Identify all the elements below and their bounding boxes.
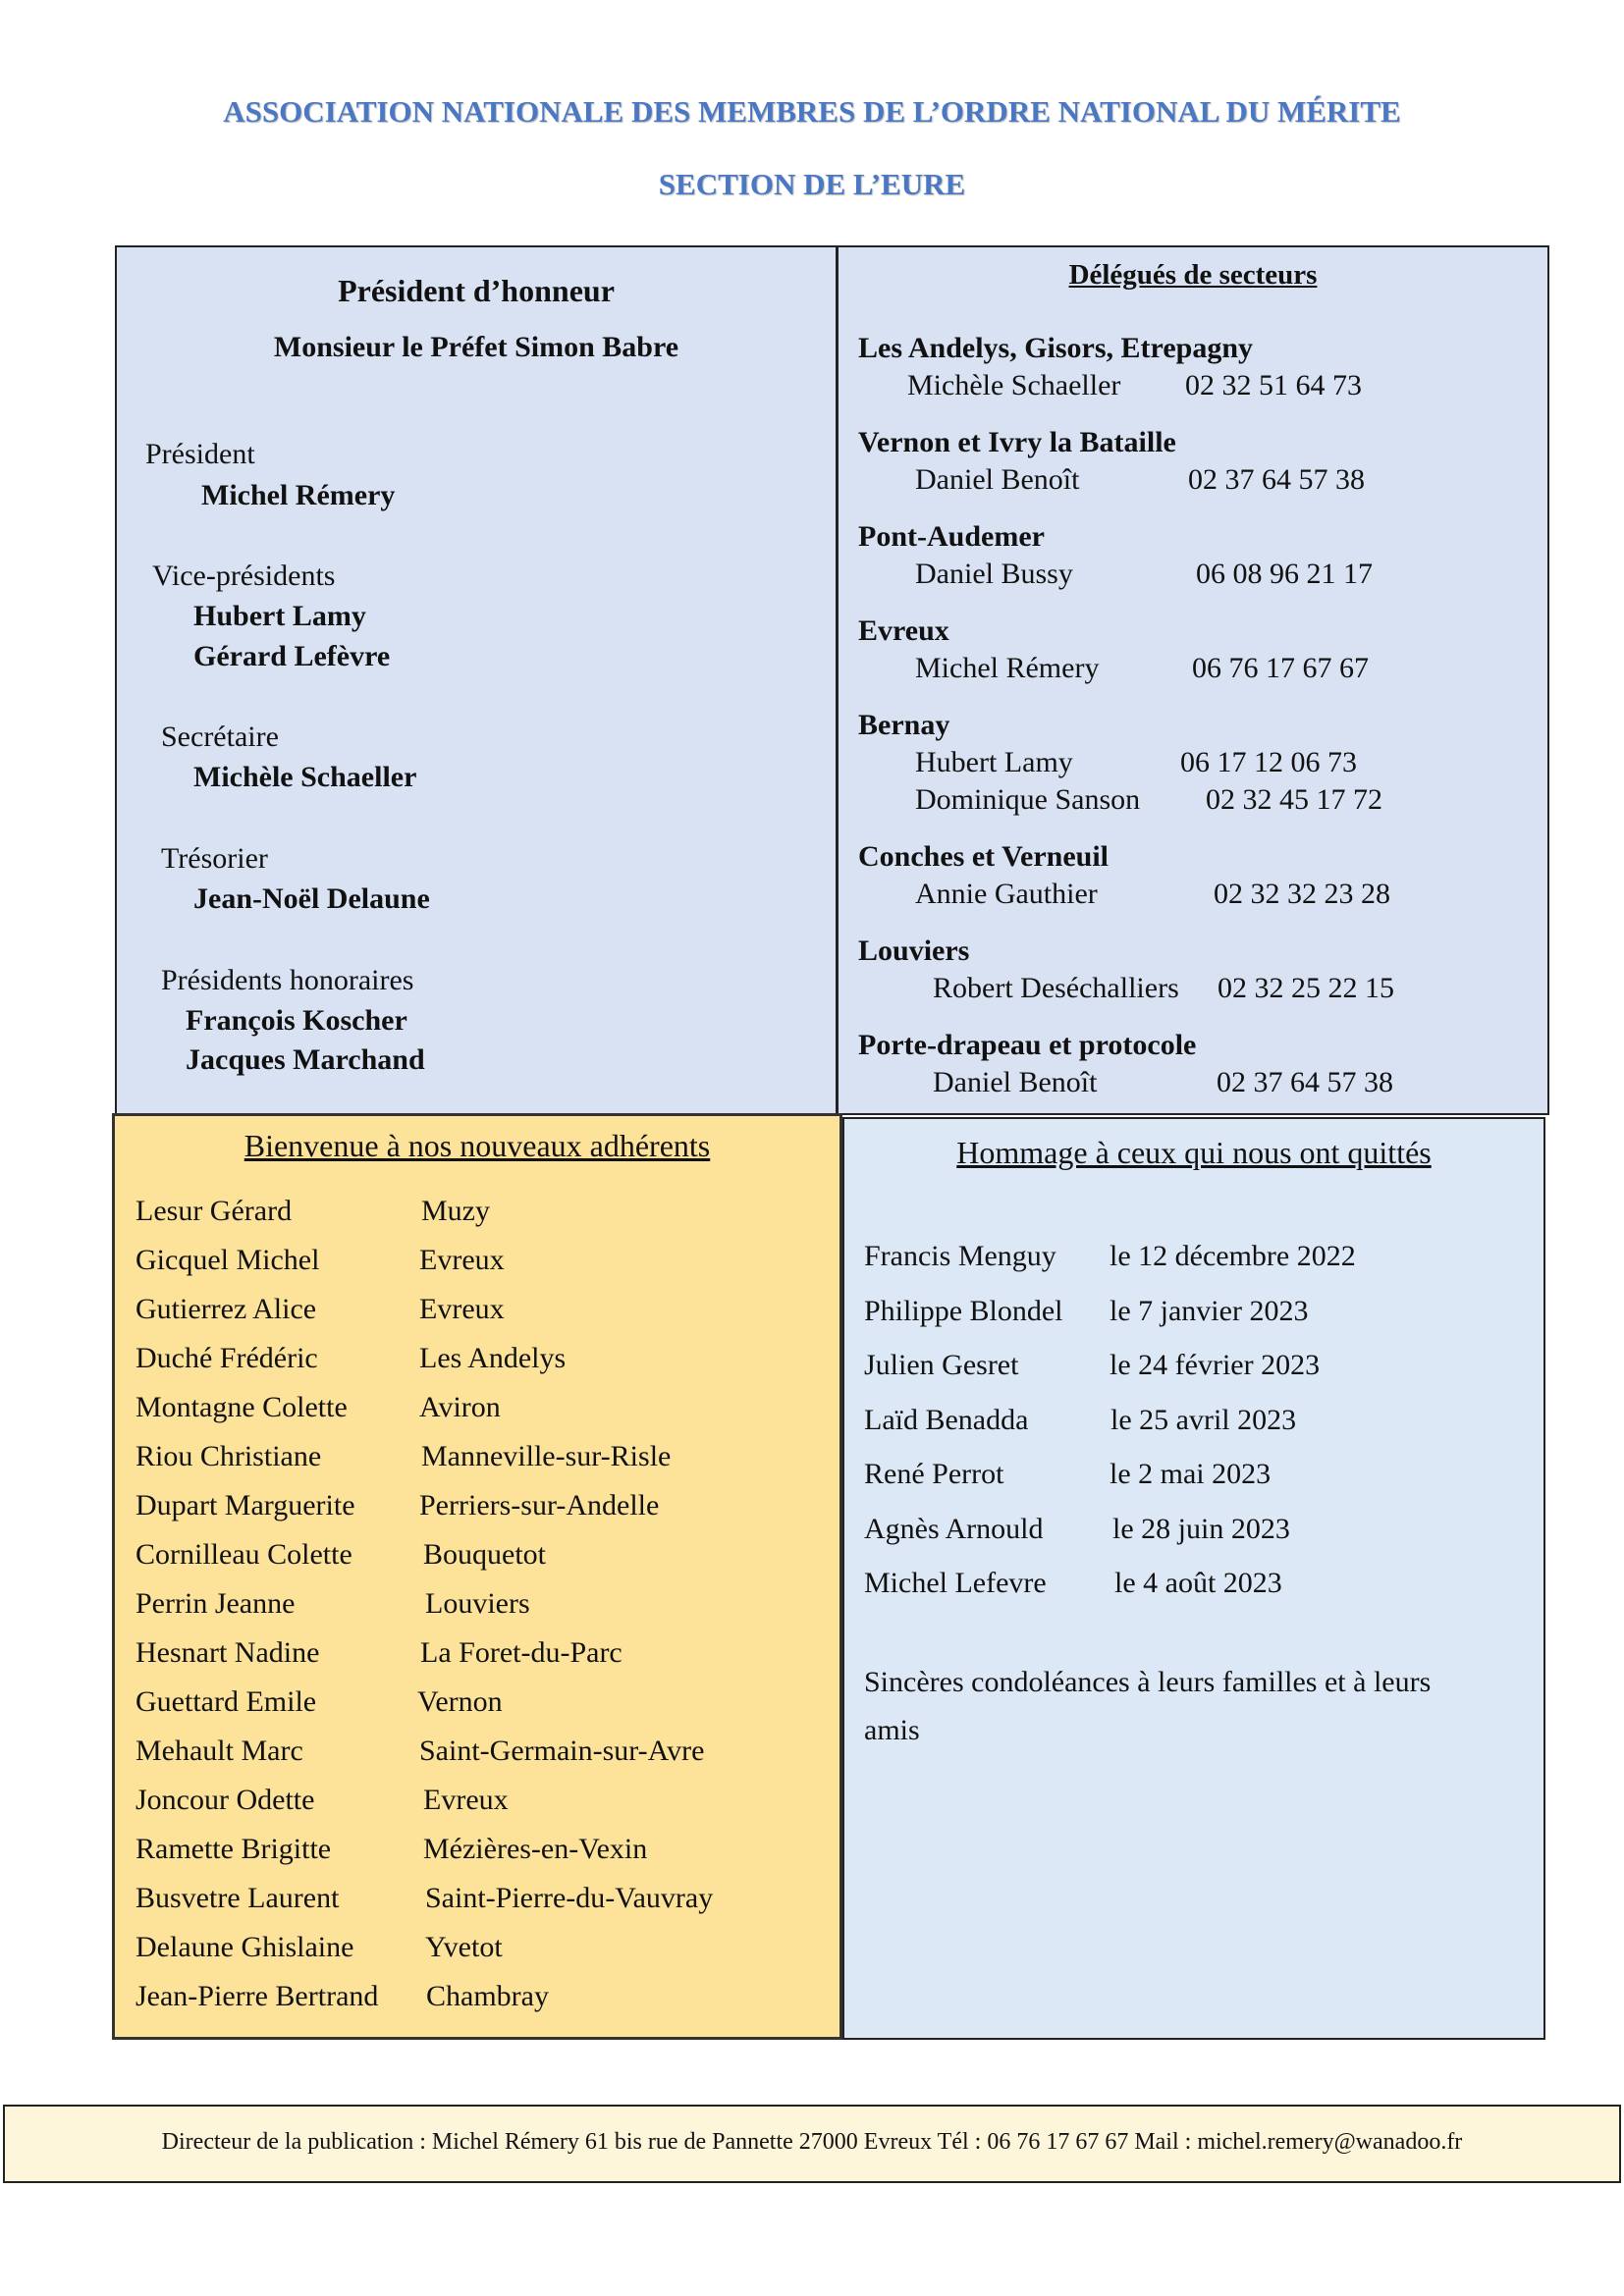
deceased-name: Agnès Arnould [864, 1513, 1044, 1545]
member-town: Chambray [426, 1980, 549, 2012]
honorary-presidents-label: Présidents honoraires [161, 964, 414, 996]
deceased-name: Michel Lefevre [864, 1567, 1047, 1599]
deceased-date: le 4 août 2023 [1114, 1567, 1282, 1599]
hommage-heading: Hommage à ceux qui nous ont quittés [956, 1135, 1432, 1170]
vice-presidents-label: Vice-présidents [152, 560, 336, 592]
delegate-name: Annie Gauthier [915, 878, 1098, 910]
delegate-phone: 02 37 64 57 38 [1188, 463, 1365, 496]
secretary-label: Secrétaire [161, 721, 279, 753]
member-name: Montagne Colette [135, 1391, 348, 1423]
deceased-name: Philippe Blondel [864, 1295, 1063, 1327]
sector-name: Les Andelys, Gisors, Etrepagny [858, 332, 1253, 364]
member-town: Perriers-sur-Andelle [419, 1489, 660, 1522]
member-name: Lesur Gérard [135, 1195, 293, 1227]
delegate-name: Robert Deséchalliers [933, 972, 1179, 1004]
treasurer-label: Trésorier [161, 842, 268, 875]
delegate-name: Daniel Bussy [915, 558, 1073, 590]
member-name: Gutierrez Alice [135, 1293, 317, 1325]
sector-name: Evreux [858, 614, 949, 647]
honorary-president-item: Jacques Marchand [186, 1043, 425, 1076]
delegate-name: Dominique Sanson [915, 783, 1141, 816]
delegate-phone: 02 32 32 23 28 [1214, 878, 1390, 910]
sector-name: Louviers [858, 934, 970, 967]
hommage-panel [842, 1117, 1545, 2040]
deceased-date: le 28 juin 2023 [1112, 1513, 1290, 1545]
honorary-president-name: Monsieur le Préfet Simon Babre [273, 331, 679, 363]
delegate-phone: 06 76 17 67 67 [1192, 652, 1369, 684]
deceased-date: le 7 janvier 2023 [1110, 1295, 1309, 1327]
condolences-text: Sincères condoléances à leurs familles et à leurs [864, 1666, 1432, 1698]
member-name: Delaune Ghislaine [135, 1931, 354, 1963]
delegate-name: Daniel Benoît [915, 463, 1080, 496]
member-town: Les Andelys [419, 1342, 567, 1374]
deceased-name: René Perrot [864, 1458, 1004, 1490]
member-town: Bouquetot [423, 1538, 546, 1571]
honorary-president-item: François Koscher [186, 1004, 407, 1037]
sector-name: Pont-Audemer [858, 520, 1045, 553]
member-town: La Foret-du-Parc [420, 1636, 623, 1669]
member-town: Yvetot [425, 1931, 503, 1963]
deceased-date: le 2 mai 2023 [1110, 1458, 1272, 1490]
member-name: Duché Frédéric [135, 1342, 318, 1374]
vice-president-name: Gérard Lefèvre [193, 640, 391, 672]
delegate-name: Michel Rémery [915, 652, 1100, 684]
welcome-panel [112, 1113, 842, 2040]
member-town: Saint-Pierre-du-Vauvray [425, 1882, 714, 1914]
delegate-name: Hubert Lamy [915, 746, 1073, 778]
sector-name: Conches et Verneuil [858, 840, 1109, 873]
delegate-phone: 06 08 96 21 17 [1196, 558, 1373, 590]
association-title: ASSOCIATION NATIONALE DES MEMBRES DE L’ORDRE NATIONAL DU MÉRITE [223, 94, 1401, 129]
member-town: Manneville-sur-Risle [421, 1440, 672, 1472]
member-name: Guettard Emile [135, 1685, 317, 1718]
member-town: Evreux [419, 1293, 505, 1325]
delegate-phone: 02 37 64 57 38 [1217, 1066, 1393, 1098]
member-name: Mehault Marc [135, 1735, 303, 1767]
member-town: Muzy [421, 1195, 490, 1227]
deceased-date: le 24 février 2023 [1110, 1349, 1321, 1381]
delegate-phone: 06 17 12 06 73 [1180, 746, 1357, 778]
delegate-phone: 02 32 45 17 72 [1206, 783, 1382, 816]
publication-footer [3, 2105, 1621, 2183]
member-name: Jean-Pierre Bertrand [135, 1980, 379, 2012]
deceased-date: le 25 avril 2023 [1110, 1404, 1297, 1436]
delegate-name: Daniel Benoît [933, 1066, 1098, 1098]
deceased-name: Laïd Benadda [864, 1404, 1029, 1436]
member-town: Aviron [419, 1391, 501, 1423]
member-town: Louviers [425, 1587, 530, 1620]
sector-name: Vernon et Ivry la Bataille [858, 426, 1176, 458]
deceased-date: le 12 décembre 2022 [1110, 1240, 1356, 1272]
honorary-president-heading: Président d’honneur [338, 273, 615, 308]
delegate-phone: 02 32 51 64 73 [1185, 369, 1362, 401]
member-name: Joncour Odette [135, 1784, 315, 1816]
member-name: Perrin Jeanne [135, 1587, 296, 1620]
delegates-panel [837, 245, 1549, 1115]
delegate-phone: 02 32 25 22 15 [1218, 972, 1394, 1004]
member-name: Riou Christiane [135, 1440, 322, 1472]
section-title: SECTION DE L’EURE [658, 167, 966, 201]
member-town: Saint-Germain-sur-Avre [419, 1735, 705, 1767]
member-town: Vernon [417, 1685, 503, 1718]
sector-name: Bernay [858, 709, 950, 741]
vice-president-name: Hubert Lamy [193, 600, 366, 632]
member-name: Cornilleau Colette [135, 1538, 352, 1571]
member-town: Mézières-en-Vexin [423, 1833, 648, 1865]
member-name: Ramette Brigitte [135, 1833, 332, 1865]
officers-panel [115, 245, 838, 1115]
sector-name: Porte-drapeau et protocole [858, 1029, 1197, 1061]
publication-director-info: Directeur de la publication : Michel Rémery 61 bis rue de Pannette 27000 Evreux Tél : 06 76 17 67 67 Mail : michel.remery@wanadoo.fr [161, 2129, 1463, 2155]
treasurer-name: Jean-Noël Delaune [193, 882, 430, 915]
deceased-name: Francis Menguy [864, 1240, 1056, 1272]
secretary-name: Michèle Schaeller [193, 761, 417, 793]
deceased-name: Julien Gesret [864, 1349, 1019, 1381]
welcome-heading: Bienvenue à nos nouveaux adhérents [244, 1128, 711, 1163]
member-name: Dupart Marguerite [135, 1489, 355, 1522]
member-name: Busvetre Laurent [135, 1882, 340, 1914]
delegates-heading: Délégués de secteurs [1068, 259, 1318, 291]
president-label: Président [145, 438, 255, 470]
member-town: Evreux [423, 1784, 509, 1816]
delegate-name: Michèle Schaeller [907, 369, 1121, 401]
condolences-text: amis [864, 1714, 920, 1746]
member-name: Gicquel Michel [135, 1244, 320, 1276]
member-town: Evreux [419, 1244, 505, 1276]
president-name: Michel Rémery [201, 479, 396, 511]
member-name: Hesnart Nadine [135, 1636, 320, 1669]
